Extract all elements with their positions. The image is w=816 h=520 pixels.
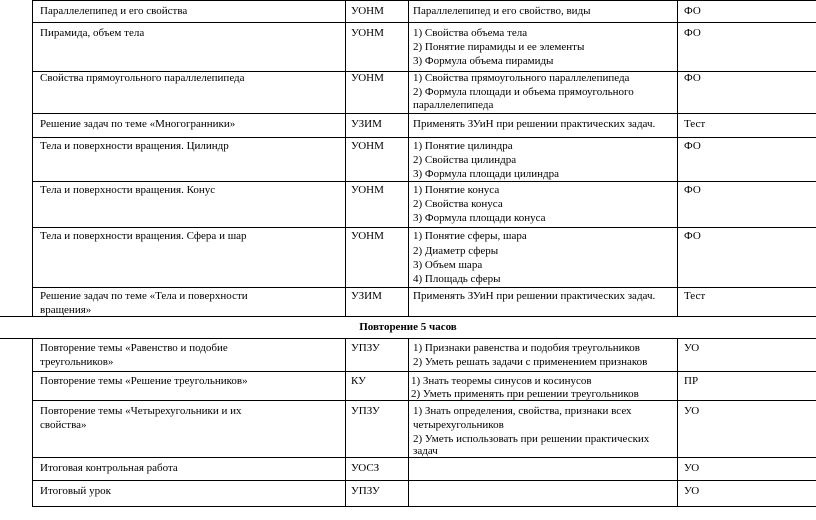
content-line: 1) Понятие сферы, шара <box>413 230 527 242</box>
content-line: четырехугольников <box>413 419 504 431</box>
column-divider <box>408 0 409 316</box>
control-cell: ФО <box>684 230 701 242</box>
content-line: задач <box>413 445 438 457</box>
table-border-bottom <box>32 506 816 507</box>
control-cell: ФО <box>684 5 701 17</box>
control-cell: УО <box>684 485 700 497</box>
content-line: Параллелепипед и его свойство, виды <box>413 5 591 17</box>
content-line: 1) Признаки равенства и подобия треугольников <box>413 342 640 354</box>
topic-cell: Решение задач по теме «Многогранники» <box>40 118 236 130</box>
topic-cell: Тела и поверхности вращения. Цилиндр <box>40 140 229 152</box>
lesson-type-cell: УОНМ <box>351 72 384 84</box>
column-divider <box>345 0 346 316</box>
topic-cell: Итоговая контрольная работа <box>40 462 178 474</box>
lesson-type-cell: УОНМ <box>351 5 384 17</box>
content-line: 1) Знать теоремы синусов и косинусов <box>411 375 592 387</box>
content-line: 3) Объем шара <box>413 259 483 271</box>
content-line: 2) Уметь применять при решении треугольников <box>411 388 639 400</box>
content-line: параллелепипеда <box>413 99 494 111</box>
topic-cell: Пирамида, объем тела <box>40 27 145 39</box>
column-divider <box>677 0 678 316</box>
topic-cell: Повторение темы «Четырехугольники и их свойства» <box>40 405 242 431</box>
content-line: 2) Уметь решать задачи с применением признаков <box>413 356 648 368</box>
row-divider <box>32 22 816 23</box>
row-divider <box>32 113 816 114</box>
column-divider <box>32 338 33 506</box>
row-divider <box>32 181 816 182</box>
content-line: 1) Понятие цилиндра <box>413 140 513 152</box>
lesson-type-cell: УОНМ <box>351 27 384 39</box>
content-line: 1) Понятие конуса <box>413 184 500 196</box>
control-cell: УО <box>684 342 700 354</box>
row-divider <box>32 480 816 481</box>
content-line: 1) Знать определения, свойства, признаки всех <box>413 405 632 417</box>
content-line: 2) Уметь использовать при решении практических <box>413 433 650 445</box>
content-line: 3) Формула объема пирамиды <box>413 55 554 67</box>
lesson-type-cell: УЗИМ <box>351 118 382 130</box>
content-line: Применять ЗУиН при решении практических задач. <box>413 118 656 130</box>
content-line: Применять ЗУиН при решении практических задач. <box>413 290 656 302</box>
row-divider <box>32 371 816 372</box>
content-line: 1) Свойства прямоугольного параллелепипеда <box>413 72 630 84</box>
lesson-type-cell: УПЗУ <box>351 405 380 417</box>
table-border-top <box>32 0 816 1</box>
content-line: 3) Формула площади конуса <box>413 212 546 224</box>
row-divider <box>32 287 816 288</box>
column-divider <box>32 0 33 316</box>
content-line: 3) Формула площади цилиндра <box>413 168 560 180</box>
content-line: 2) Свойства цилиндра <box>413 154 517 166</box>
content-line: 2) Диаметр сферы <box>413 245 499 257</box>
topic-cell: Тела и поверхности вращения. Сфера и шар <box>40 230 247 242</box>
column-divider <box>345 338 346 506</box>
control-cell: УО <box>684 405 700 417</box>
control-cell: ФО <box>684 184 701 196</box>
lesson-type-cell: УПЗУ <box>351 485 380 497</box>
lesson-type-cell: УОНМ <box>351 140 384 152</box>
control-cell: УО <box>684 462 700 474</box>
control-cell: Тест <box>684 290 706 302</box>
control-cell: Тест <box>684 118 706 130</box>
row-divider <box>32 227 816 228</box>
topic-cell: Параллелепипед и его свойства <box>40 5 188 17</box>
lesson-type-cell: КУ <box>351 375 366 387</box>
topic-cell: Повторение темы «Равенство и подобие треугольников» <box>40 342 228 368</box>
lesson-type-cell: УЗИМ <box>351 290 382 302</box>
column-divider <box>677 338 678 506</box>
lesson-type-cell: УОСЗ <box>351 462 380 474</box>
lesson-type-cell: УОНМ <box>351 184 384 196</box>
topic-cell: Повторение темы «Решение треугольников» <box>40 375 248 387</box>
section-heading: Повторение 5 часов <box>359 321 457 333</box>
topic-cell: Решение задач по теме «Тела и поверхности вращения» <box>40 290 248 316</box>
control-cell: ФО <box>684 72 701 84</box>
topic-cell: Свойства прямоугольного параллелепипеда <box>40 72 245 84</box>
topic-cell: Итоговый урок <box>40 485 111 497</box>
content-line: 2) Формула площади и объема прямоугольного <box>413 86 634 98</box>
lesson-type-cell: УОНМ <box>351 230 384 242</box>
control-cell: ФО <box>684 27 701 39</box>
content-line: 2) Свойства конуса <box>413 198 503 210</box>
control-cell: ФО <box>684 140 701 152</box>
content-line: 2) Понятие пирамиды и ее элементы <box>413 41 585 53</box>
row-divider <box>32 137 816 138</box>
content-line: 4) Площадь сферы <box>413 273 501 285</box>
control-cell: ПР <box>684 375 699 387</box>
topic-cell: Тела и поверхности вращения. Конус <box>40 184 216 196</box>
content-line: 1) Свойства объема тела <box>413 27 528 39</box>
lesson-type-cell: УПЗУ <box>351 342 380 354</box>
column-divider <box>408 338 409 506</box>
